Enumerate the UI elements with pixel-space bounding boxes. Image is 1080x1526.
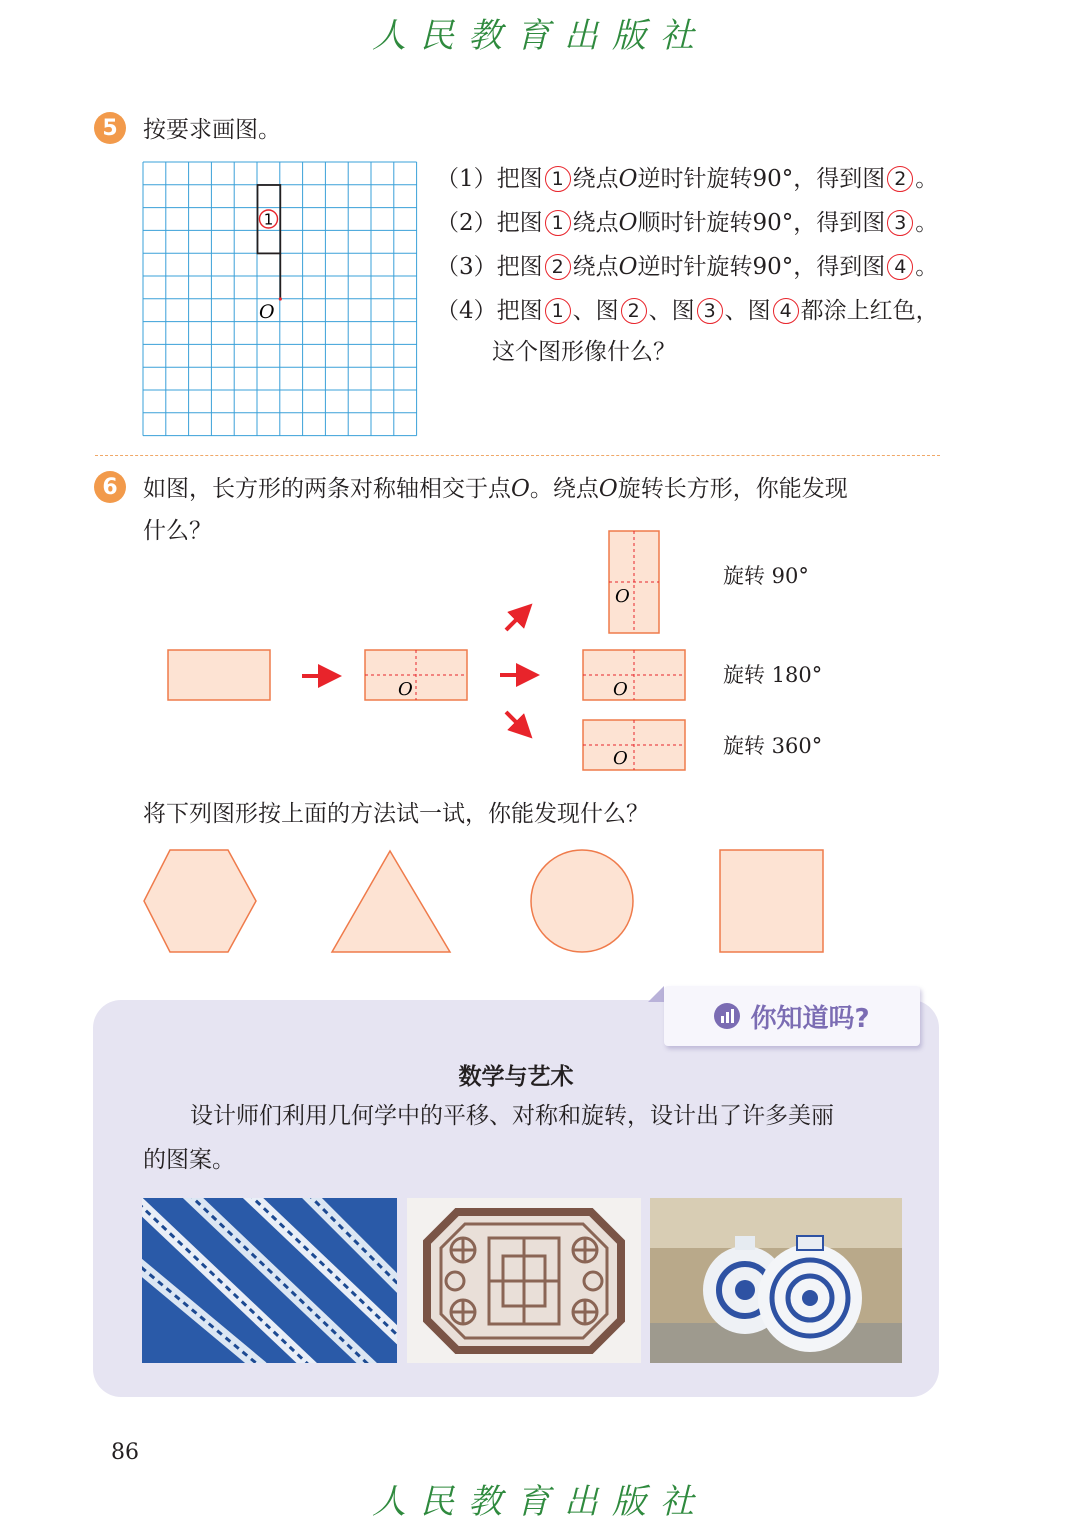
publisher-logo-footer: 人民教育出版社 <box>372 1482 708 1522</box>
chart-icon <box>714 1003 740 1029</box>
label-rotate-360: 旋转 360° <box>723 734 823 758</box>
label-rotate-180: 旋转 180° <box>723 663 823 687</box>
photo-lattice-window <box>407 1198 641 1363</box>
q5-item-2: （2）把图 1 绕点O顺时针旋转90°，得到图 3 。 <box>436 210 939 236</box>
grid-point-o: O <box>259 301 275 323</box>
photo-porcelain-flasks <box>650 1198 902 1363</box>
q5-grid <box>142 161 418 437</box>
arrow-down-right <box>506 712 524 730</box>
try-instruction: 将下列图形按上面的方法试一试，你能发现什么？ <box>143 801 649 827</box>
question-number-5: 5 <box>94 112 126 144</box>
panel-text-line1: 设计师们利用几何学中的平移、对称和旋转，设计出了许多美丽 <box>190 1103 834 1129</box>
svg-text:O: O <box>613 748 628 769</box>
label-rotate-90: 旋转 90° <box>723 564 809 588</box>
q5-title: 按要求画图。 <box>143 117 281 143</box>
did-you-know-label: 你知道吗? <box>750 1003 870 1034</box>
question-number-6: 6 <box>94 471 126 503</box>
try-shapes <box>140 845 830 960</box>
section-divider <box>95 455 940 456</box>
q6-text-line2: 什么？ <box>143 518 212 544</box>
svg-text:O: O <box>613 679 628 700</box>
figure-1-label: 1 <box>263 210 274 229</box>
svg-text:O: O <box>615 586 630 607</box>
rectangle-original <box>168 650 270 700</box>
q5-item-1: （1）把图 1 绕点O逆时针旋转90°，得到图 2 。 <box>436 166 939 192</box>
arrow-up-right <box>506 612 524 630</box>
triangle-shape <box>332 851 450 952</box>
panel-text-line2: 的图案。 <box>143 1147 235 1173</box>
panel-title: 数学与艺术 <box>458 1063 574 1090</box>
page-number: 86 <box>111 1440 139 1465</box>
photo-batik-textile <box>142 1198 397 1363</box>
square-shape <box>720 850 823 952</box>
q5-item-4: （4）把图 1 、图 2 、图 3 、图 4 都涂上红色， <box>436 298 939 324</box>
q5-item-4-line2: 这个图形像什么？ <box>492 339 676 365</box>
circle-shape <box>531 850 633 952</box>
center-o-label: O <box>398 679 413 700</box>
did-you-know-tag <box>664 986 920 1046</box>
q6-text-line1: 如图，长方形的两条对称轴相交于点O。绕点O旋转长方形，你能发现 <box>143 476 848 502</box>
publisher-logo: 人民教育出版社 <box>372 16 708 56</box>
rotation-diagram <box>160 525 720 775</box>
hexagon-shape <box>144 850 256 952</box>
point-o-dot <box>279 297 282 300</box>
q5-item-3: （3）把图 2 绕点O逆时针旋转90°，得到图 4 。 <box>436 254 939 280</box>
